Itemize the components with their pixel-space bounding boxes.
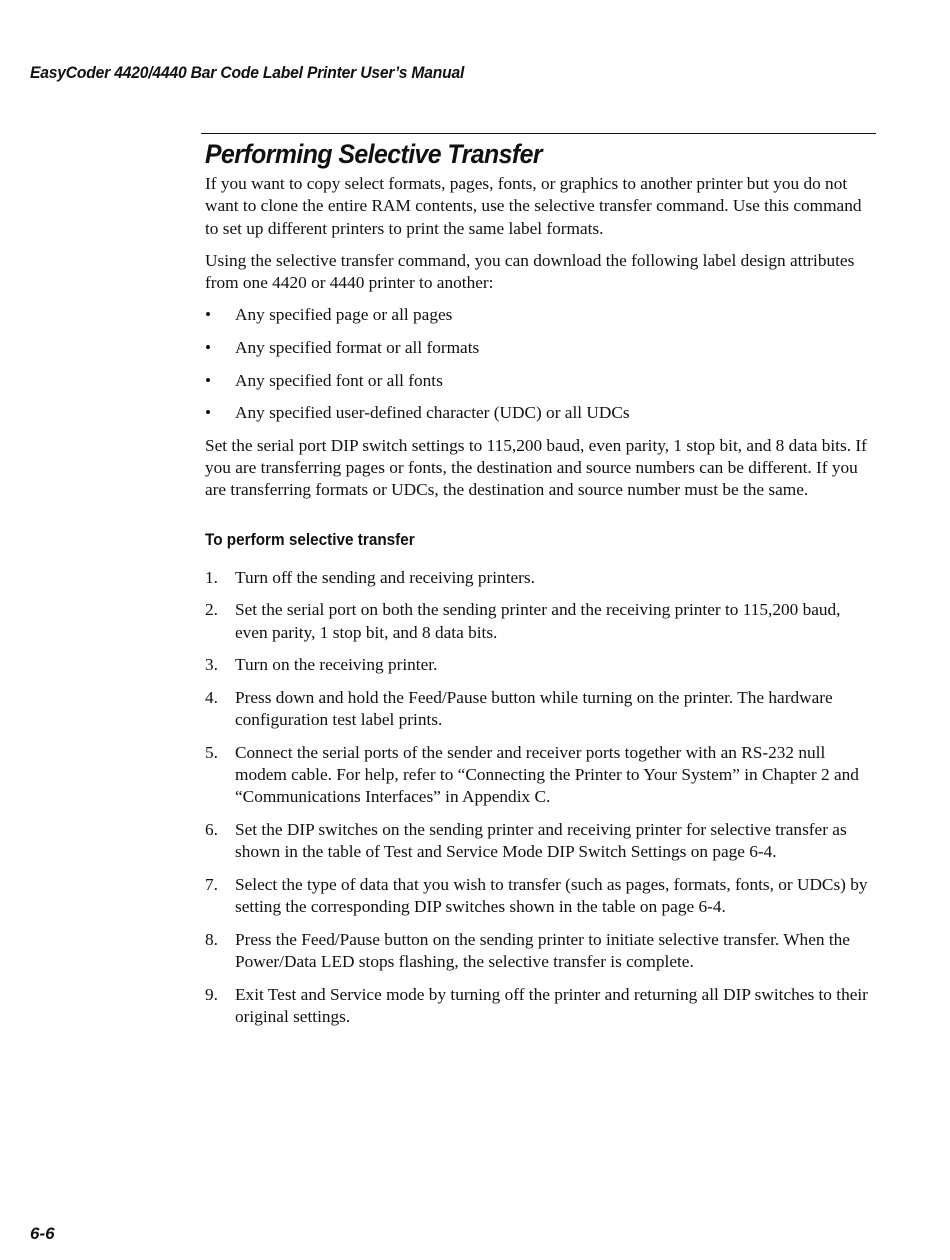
step-text: Press down and hold the Feed/Pause button while turning on the printer. The hardware configuration test label prints. — [235, 687, 833, 730]
bullet-item — [205, 304, 875, 326]
page-number: 6-6 — [30, 1224, 55, 1243]
procedure-step — [205, 742, 875, 809]
procedure-step — [205, 567, 875, 589]
step-text: Connect the serial ports of the sender and receiver ports together with an RS-232 null modem cable. For help, refer to “Connecting the Printer to Your System” in Chapter 2 and “Communications Interfaces” in Appendix C. — [235, 742, 859, 807]
section-title: Performing Selective Transfer — [205, 139, 542, 169]
step-text: Set the serial port on both the sending printer and the receiving printer to 115,200 baud, even parity, 1 stop bit, and 8 data bits. — [235, 600, 841, 642]
step-number: 7. — [205, 874, 218, 894]
bullet-text: Any specified user-defined character (UDC) or all UDCs — [235, 403, 630, 423]
procedure-step — [205, 654, 875, 676]
step-text: Select the type of data that you wish to transfer (such as pages, formats, fonts, or UDCs) by setting the corresponding DIP switches shown in the table on page 6-4. — [235, 874, 868, 917]
step-number: 1. — [205, 567, 218, 587]
bullet-text: Any specified page or all pages — [235, 305, 453, 325]
step-text: Exit Test and Service mode by turning off the printer and returning all DIP switches to their original settings. — [235, 984, 868, 1026]
step-number: 2. — [205, 600, 218, 620]
step-text: Set the DIP switches on the sending printer and receiving printer for selective transfer as shown in the table of Test and Service Mode DIP Switch Settings on page 6-4. — [235, 819, 847, 862]
page-content — [205, 138, 875, 1038]
bullet-text: Any specified format or all formats — [235, 338, 480, 358]
procedure-step — [205, 687, 875, 732]
step-number: 3. — [205, 655, 218, 675]
procedure-step — [205, 929, 875, 974]
bullet-icon: • — [205, 403, 212, 423]
intro-paragraph: If you want to copy select formats, pages, fonts, or graphics to another printer but you do not want to clone the entire RAM contents, use the selective transfer command. Use this command to set up different printers to print the same label formats. — [205, 174, 862, 238]
bullet-item — [205, 337, 875, 359]
procedure-step — [205, 599, 875, 644]
settings-paragraph: Set the serial port DIP switch settings to 115,200 baud, even parity, 1 stop bit, and 8 data bits. If you are transferring pages or fonts, the destination and source numbers can be different. If you are transferring formats or UDCs, the destination and source number must be the same. — [205, 435, 867, 500]
step-number: 8. — [205, 929, 218, 949]
step-text: Turn off the sending and receiving printers. — [235, 567, 535, 587]
bullet-icon: • — [205, 338, 212, 358]
step-number: 9. — [205, 984, 218, 1004]
step-number: 6. — [205, 819, 218, 839]
bullet-text: Any specified font or all fonts — [235, 370, 443, 390]
bullet-item — [205, 370, 875, 392]
procedure-step — [205, 819, 875, 864]
step-number: 4. — [205, 687, 218, 707]
step-text: Turn on the receiving printer. — [235, 655, 438, 675]
step-number: 5. — [205, 742, 218, 762]
procedure-step-list — [205, 567, 875, 1028]
running-header: EasyCoder 4420/4440 Bar Code Label Printer User’s Manual — [30, 63, 465, 82]
procedure-heading: To perform selective transfer — [205, 529, 415, 549]
bullet-item — [205, 402, 875, 424]
attribute-bullet-list — [205, 304, 875, 424]
intro-paragraph: Using the selective transfer command, you can download the following label design attributes from one 4420 or 4440 printer to another: — [205, 250, 855, 293]
bullet-icon: • — [205, 370, 212, 390]
bullet-icon: • — [205, 305, 212, 325]
section-rule — [201, 133, 876, 134]
procedure-step — [205, 984, 875, 1029]
step-text: Press the Feed/Pause button on the sending printer to initiate selective transfer. When the Power/Data LED stops flashing, the selective transfer is complete. — [235, 929, 850, 971]
procedure-step — [205, 874, 875, 919]
